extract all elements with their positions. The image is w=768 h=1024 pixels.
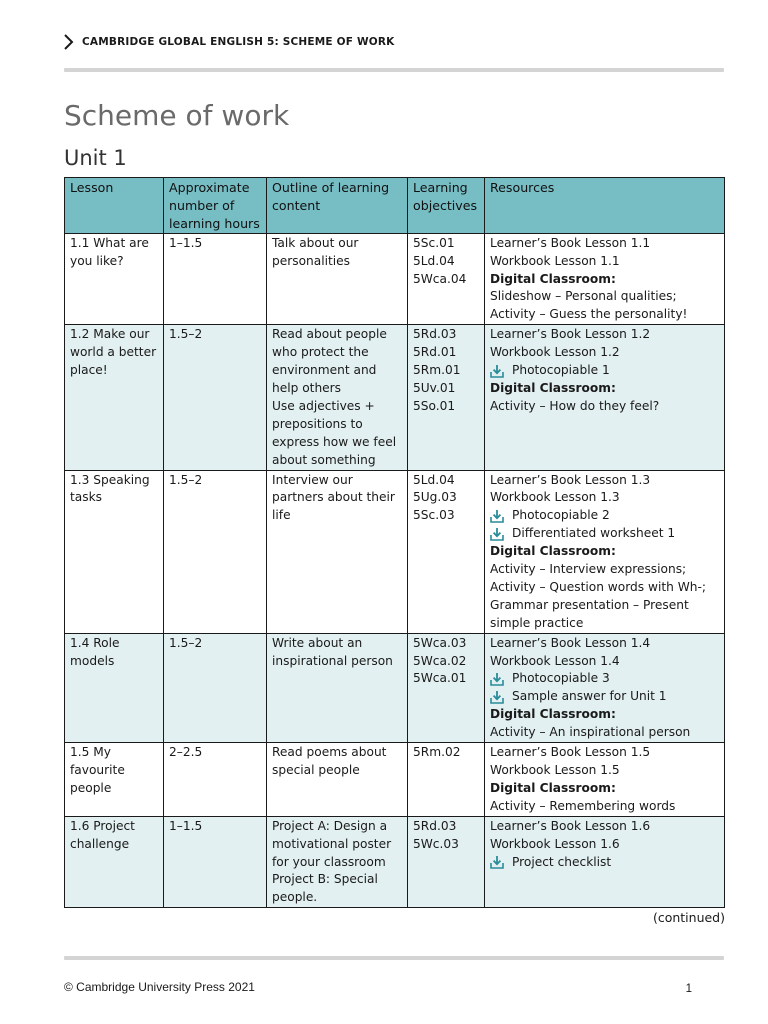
objective-code: 5Wc.03: [413, 836, 459, 851]
cell-outline: [267, 816, 408, 908]
digital-classroom-heading: Digital Classroom:: [490, 707, 616, 722]
cell-lesson: 1.5 My favourite people: [65, 743, 164, 817]
resource-download-link[interactable]: [490, 507, 719, 525]
resource-download-label: Photocopiable 3: [512, 671, 610, 686]
unit-heading: Unit 1: [64, 146, 127, 170]
table-row: [65, 816, 725, 908]
cell-outline: [267, 233, 408, 325]
column-header-lesson: Lesson: [65, 178, 164, 234]
resource-item: Activity – Interview expressions;: [490, 562, 687, 577]
running-header-title: CAMBRIDGE GLOBAL ENGLISH 5: SCHEME OF WORK: [82, 36, 395, 48]
copyright-notice: © Cambridge University Press 2021: [64, 980, 255, 994]
objective-code: 5Wca.01: [413, 671, 467, 686]
objective-code: 5Rm.01: [413, 363, 461, 378]
download-icon: [490, 855, 512, 869]
objective-code: 5So.01: [413, 398, 456, 413]
digital-classroom-heading: Digital Classroom:: [490, 544, 616, 559]
cell-objectives: [408, 233, 485, 325]
column-header-resources: Resources: [485, 178, 725, 234]
scheme-of-work-table: [64, 177, 725, 908]
resource-item: Workbook Lesson 1.2: [490, 345, 620, 360]
objective-code: 5Sc.03: [413, 508, 455, 523]
cell-resources: [485, 325, 725, 470]
outline-text: Read poems about special people: [272, 745, 387, 777]
download-icon: [490, 672, 512, 686]
objective-code: 5Wca.04: [413, 271, 467, 286]
cell-objectives: [408, 470, 485, 633]
cell-lesson: 1.3 Speaking tasks: [65, 470, 164, 633]
resource-item: Activity – Question words with Wh-;: [490, 579, 706, 594]
cell-outline: [267, 743, 408, 817]
resource-item: Learner’s Book Lesson 1.2: [490, 327, 651, 342]
resource-download-label: Photocopiable 2: [512, 508, 610, 523]
footer-divider: [64, 956, 724, 960]
download-icon: [490, 509, 512, 523]
page-title: Scheme of work: [64, 99, 290, 132]
resource-item: Learner’s Book Lesson 1.1: [490, 235, 651, 250]
objective-code: 5Sc.01: [413, 235, 455, 250]
download-icon: [490, 690, 512, 704]
cell-lesson: 1.4 Role models: [65, 633, 164, 742]
resource-download-label: Sample answer for Unit 1: [512, 689, 667, 704]
objective-code: 5Rd.03: [413, 327, 457, 342]
resource-download-link[interactable]: [490, 688, 719, 706]
objective-code: 5Rm.02: [413, 745, 461, 760]
resource-download-link[interactable]: [490, 854, 719, 872]
resource-download-label: Project checklist: [512, 854, 612, 869]
objective-code: 5Ld.04: [413, 472, 455, 487]
cell-resources: [485, 633, 725, 742]
cell-outline: [267, 325, 408, 470]
outline-text: Interview our partners about their life: [272, 472, 395, 523]
cell-lesson: 1.2 Make our world a better place!: [65, 325, 164, 470]
page-number: 1: [685, 983, 692, 995]
resource-item: Activity – An inspirational person: [490, 725, 691, 740]
table-row: [65, 633, 725, 742]
table-header-row: [65, 178, 725, 234]
cell-resources: [485, 743, 725, 817]
cell-resources: [485, 233, 725, 325]
objective-code: 5Wca.03: [413, 635, 467, 650]
cell-resources: [485, 470, 725, 633]
resource-item: Learner’s Book Lesson 1.6: [490, 818, 651, 833]
download-icon: [490, 527, 512, 541]
cell-hours: 1.5–2: [164, 633, 267, 742]
digital-classroom-heading: Digital Classroom:: [490, 780, 616, 795]
cell-objectives: [408, 816, 485, 908]
outline-text: Project B: Special people.: [272, 872, 378, 905]
resource-item: Workbook Lesson 1.3: [490, 490, 620, 505]
running-header: [62, 34, 724, 50]
outline-text: Talk about our personalities: [272, 235, 359, 268]
table-row: [65, 470, 725, 633]
chevron-right-icon: [62, 34, 76, 50]
resource-item: Learner’s Book Lesson 1.5: [490, 745, 651, 760]
resource-download-link[interactable]: [490, 362, 719, 380]
cell-objectives: [408, 325, 485, 470]
objective-code: 5Wca.02: [413, 653, 467, 668]
table-row: [65, 743, 725, 817]
download-icon: [490, 364, 512, 378]
resource-item: Activity – Remembering words: [490, 798, 676, 813]
digital-classroom-heading: Digital Classroom:: [490, 380, 616, 395]
resource-item: Grammar presentation – Present simple practice: [490, 597, 689, 630]
resource-item: Workbook Lesson 1.6: [490, 836, 620, 851]
objective-code: 5Rd.01: [413, 345, 457, 360]
cell-resources: [485, 816, 725, 908]
objective-code: 5Rd.03: [413, 818, 457, 833]
objective-code: 5Ld.04: [413, 253, 455, 268]
resource-download-label: Photocopiable 1: [512, 363, 610, 378]
resource-download-link[interactable]: [490, 670, 719, 688]
table-row: [65, 233, 725, 325]
cell-hours: 2–2.5: [164, 743, 267, 817]
table-row: [65, 325, 725, 470]
header-divider: [64, 68, 724, 72]
cell-lesson: 1.1 What are you like?: [65, 233, 164, 325]
resource-item: Slideshow – Personal qualities;: [490, 289, 677, 304]
objective-code: 5Uv.01: [413, 380, 456, 395]
cell-objectives: [408, 743, 485, 817]
resource-download-label: Differentiated worksheet 1: [512, 526, 676, 541]
table-body: [65, 233, 725, 908]
outline-text: Project A: Design a motivational poster for your classroom: [272, 818, 392, 869]
cell-hours: 1.5–2: [164, 470, 267, 633]
resource-item: Workbook Lesson 1.1: [490, 253, 620, 268]
outline-text: Write about an inspirational person: [272, 635, 393, 668]
column-header-hours: Approximate number of learning hours: [164, 178, 267, 234]
resource-download-link[interactable]: [490, 525, 719, 543]
resource-item: Learner’s Book Lesson 1.3: [490, 472, 651, 487]
column-header-outline: Outline of learning content: [267, 178, 408, 234]
resource-item: Activity – Guess the personality!: [490, 307, 688, 322]
column-header-objectives: Learning objectives: [408, 178, 485, 234]
resource-item: Learner’s Book Lesson 1.4: [490, 635, 651, 650]
cell-hours: 1–1.5: [164, 816, 267, 908]
digital-classroom-heading: Digital Classroom:: [490, 271, 616, 286]
resource-item: Activity – How do they feel?: [490, 398, 660, 413]
objective-code: 5Ug.03: [413, 490, 457, 505]
resource-item: Workbook Lesson 1.5: [490, 763, 620, 777]
outline-text: Read about people who protect the environment and help others: [272, 327, 387, 395]
continued-note: (continued): [652, 910, 725, 925]
cell-lesson: 1.6 Project challenge: [65, 816, 164, 908]
cell-hours: 1.5–2: [164, 325, 267, 470]
cell-objectives: [408, 633, 485, 742]
cell-outline: [267, 470, 408, 633]
cell-outline: [267, 633, 408, 742]
resource-item: Workbook Lesson 1.4: [490, 653, 620, 668]
cell-hours: 1–1.5: [164, 233, 267, 325]
outline-text: Use adjectives + prepositions to express how we feel about something: [272, 398, 397, 467]
